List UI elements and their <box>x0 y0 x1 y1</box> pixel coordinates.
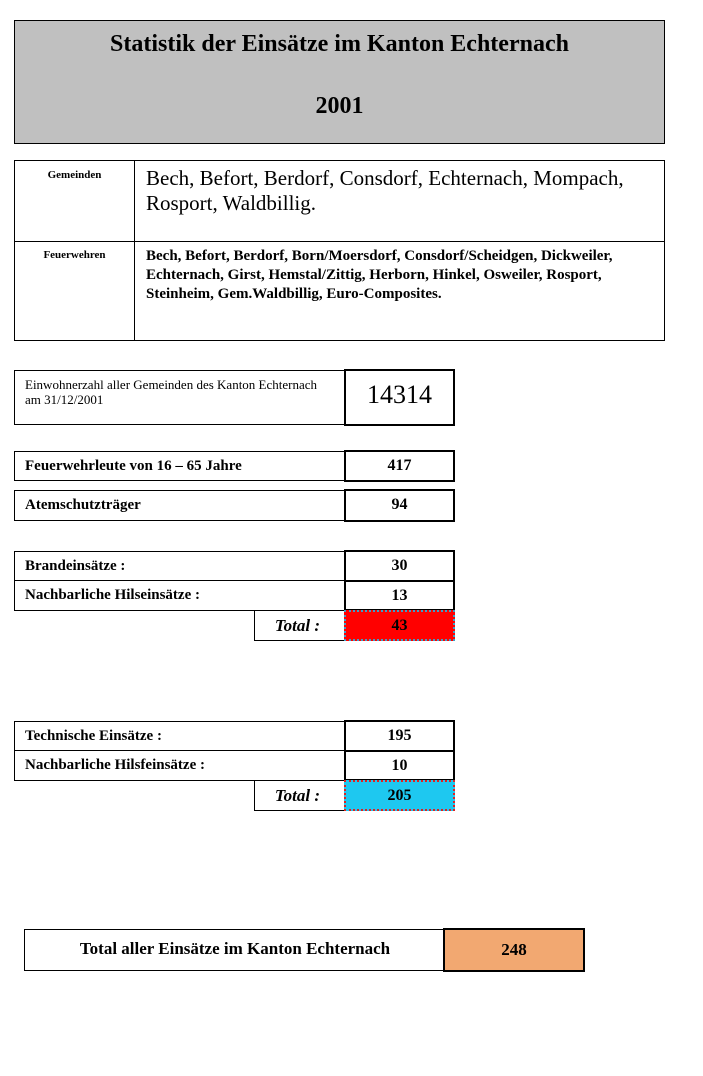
communes-label: Gemeinden <box>15 161 135 241</box>
fire-operations-value: 30 <box>344 550 455 582</box>
fire-total-label: Total : <box>254 611 346 641</box>
fire-total-value: 43 <box>344 610 455 641</box>
breathing-protection-label: Atemschutzträger <box>14 490 346 521</box>
fire-brigades-value: Bech, Befort, Berdorf, Born/Moersdorf, Consdorf/Scheidgen, Dickweiler, Echternach, Girst, Hemstal/Zittig, Herborn, Hinkel, Osweiler, Rosport, Steinheim, Gem.Waldbillig, Euro-Composites. <box>146 248 613 302</box>
firefighters-label: Feuerwehrleute von 16 – 65 Jahre <box>14 451 346 481</box>
technical-total-value: 205 <box>344 780 455 811</box>
population-label: Einwohnerzahl aller Gemeinden des Kanton Echternach am 31/12/2001 <box>14 370 346 425</box>
fire-operations-label: Brandeinsätze : <box>14 551 346 581</box>
report-title: Statistik der Einsätze im Kanton Echternach <box>110 31 569 57</box>
communes-value: Bech, Befort, Berdorf, Consdorf, Echternach, Mompach, Rosport, Waldbillig. <box>146 166 624 215</box>
report-year: 2001 <box>315 93 364 119</box>
fire-neighbor-value: 13 <box>344 580 455 611</box>
breathing-protection-value: 94 <box>344 489 455 522</box>
grand-total-value: 248 <box>443 928 585 972</box>
grand-total-label: Total aller Einsätze im Kanton Echternach <box>24 929 446 971</box>
report-header <box>14 20 665 144</box>
fire-brigades-label: Feuerwehren <box>15 241 135 340</box>
communes-table <box>14 160 665 341</box>
technical-operations-value: 195 <box>344 720 455 752</box>
communes-row <box>15 161 664 242</box>
fire-neighbor-label: Nachbarliche Hilseinsätze : <box>14 580 346 611</box>
technical-operations-label: Technische Einsätze : <box>14 721 346 751</box>
technical-neighbor-label: Nachbarliche Hilsfeinsätze : <box>14 750 346 781</box>
population-value: 14314 <box>344 369 455 426</box>
fire-brigades-row <box>15 241 664 340</box>
technical-neighbor-value: 10 <box>344 750 455 781</box>
technical-total-label: Total : <box>254 781 346 811</box>
firefighters-value: 417 <box>344 450 455 482</box>
